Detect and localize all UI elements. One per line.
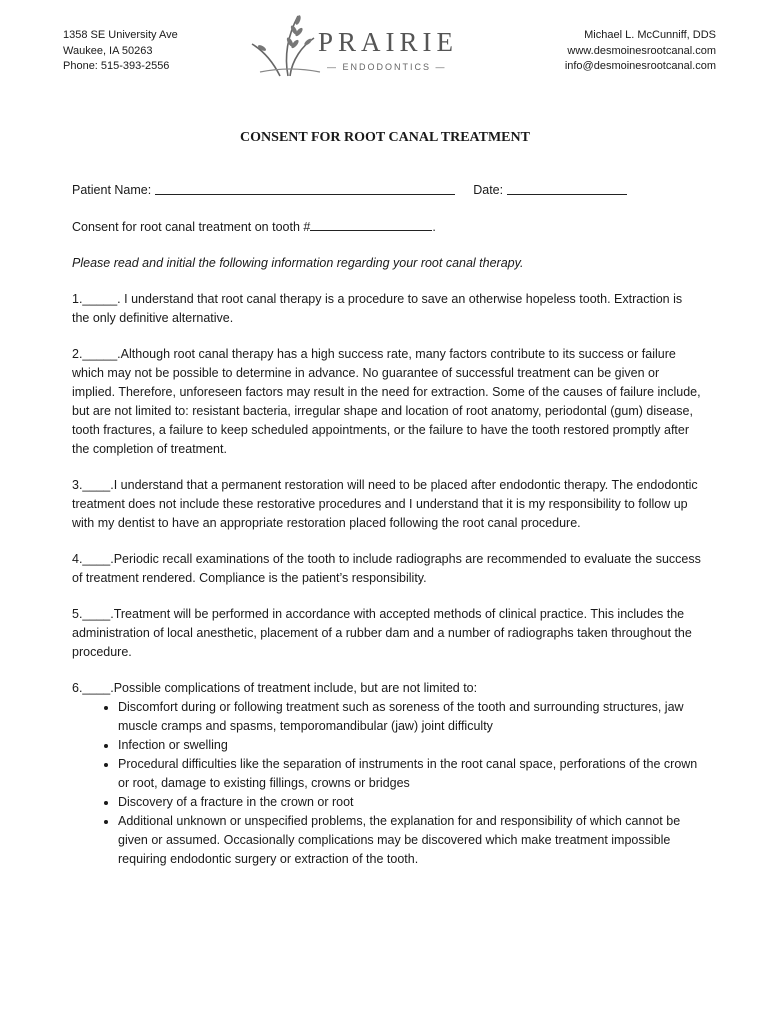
list-item: • Additional unknown or unspecified problems, the explanation for and responsibility of which cannot be given or assumed. Occasionally complications may be discovered which make treatment impossible requiring endodontic surgery or extraction of the tooth.	[118, 812, 702, 869]
website: www.desmoinesrootcanal.com	[567, 44, 716, 57]
patient-name-label: Patient Name:	[72, 183, 152, 197]
doctor-name: Michael L. McCunniff, DDS	[584, 29, 716, 41]
list-item: • Infection or swelling	[118, 736, 702, 755]
item-text: I understand that root canal therapy is a procedure to save an otherwise hopeless tooth. Extraction is the only definitive alternative.	[72, 292, 683, 325]
consent-item	[72, 476, 702, 533]
patient-date-row	[72, 181, 702, 200]
initial-field[interactable]: 4.____.	[72, 552, 114, 566]
list-item: • Discomfort during or following treatment such as soreness of the tooth and surrounding structures, jaw muscle cramps and spasms, temporomandibular (jaw) joint difficulty	[118, 698, 702, 736]
tooth-number-field[interactable]	[310, 217, 432, 231]
consent-item	[72, 605, 702, 662]
consent-body	[72, 181, 702, 869]
item-text: Possible complications of treatment include, but are not limited to:	[113, 681, 478, 695]
initial-field[interactable]: 2._____.	[72, 347, 121, 361]
consent-item	[72, 550, 702, 588]
item-text: Periodic recall examinations of the tooth to include radiographs are recommended to evaluate the success of treatment rendered. Compliance is the patient’s responsibility.	[72, 552, 701, 585]
item-text: Treatment will be performed in accordance with accepted methods of clinical practice. This includes the administration of local anesthetic, placement of a rubber dam and a number of radiographs taken throughout the procedure.	[72, 607, 692, 659]
address-line: 1358 SE University Ave	[63, 29, 178, 41]
consent-item	[72, 679, 702, 698]
practice-contact	[565, 28, 716, 75]
phone-line: Phone: 515-393-2556	[63, 60, 170, 72]
list-item: • Discovery of a fracture in the crown or root	[118, 793, 702, 812]
page-title: CONSENT FOR ROOT CANAL TREATMENT	[240, 130, 530, 145]
brand-subtitle: — ENDODONTICS —	[327, 62, 447, 72]
item-text: Although root canal therapy has a high success rate, many factors contribute to its success or failure which may not be possible to determine in advance. No guarantee of successful treatment can be given or implied. Therefore, unforeseen factors may result in the need for extraction. Some of the causes of failure include, but are not limited to: resistant bacteria, irregular shape and location of root anatomy, periodontal (gum) disease, tooth fractures, a failure to keep scheduled appointments, or the failure to have the tooth restored promptly after the completion of treatment.	[72, 347, 701, 456]
initial-field[interactable]: 5.____.	[72, 607, 114, 621]
list-item: • Procedural difficulties like the separation of instruments in the root canal space, perforations of the crown or root, damage to existing fillings, crowns or bridges	[118, 755, 702, 793]
consent-item	[72, 290, 702, 328]
address-line: Waukee, IA 50263	[63, 44, 153, 57]
instructions: Please read and initial the following information regarding your root canal therapy.	[72, 256, 524, 270]
patient-name-field[interactable]	[155, 181, 455, 195]
date-label: Date:	[473, 183, 504, 197]
complications-list	[72, 698, 702, 869]
initial-field[interactable]: 6.____.	[72, 681, 114, 695]
initial-field[interactable]: 3.____.	[72, 478, 114, 492]
date-field[interactable]	[507, 181, 627, 195]
tooth-end: .	[432, 220, 436, 234]
tooth-row	[72, 217, 702, 237]
email: info@desmoinesrootcanal.com	[564, 60, 716, 72]
brand-name: PRAIRIE	[318, 27, 459, 57]
initial-field[interactable]: 1._____.	[72, 292, 121, 306]
practice-address	[63, 28, 178, 75]
item-text: I understand that a permanent restoration will need to be placed after endodontic therapy. The endodontic treatment does not include these restorative procedures and I understand that it is my responsibility to follow up with my dentist to have an appropriate restoration placed following the root canal procedure.	[72, 478, 698, 530]
tooth-label: Consent for root canal treatment on tooth #	[72, 220, 311, 234]
consent-item	[72, 345, 702, 459]
